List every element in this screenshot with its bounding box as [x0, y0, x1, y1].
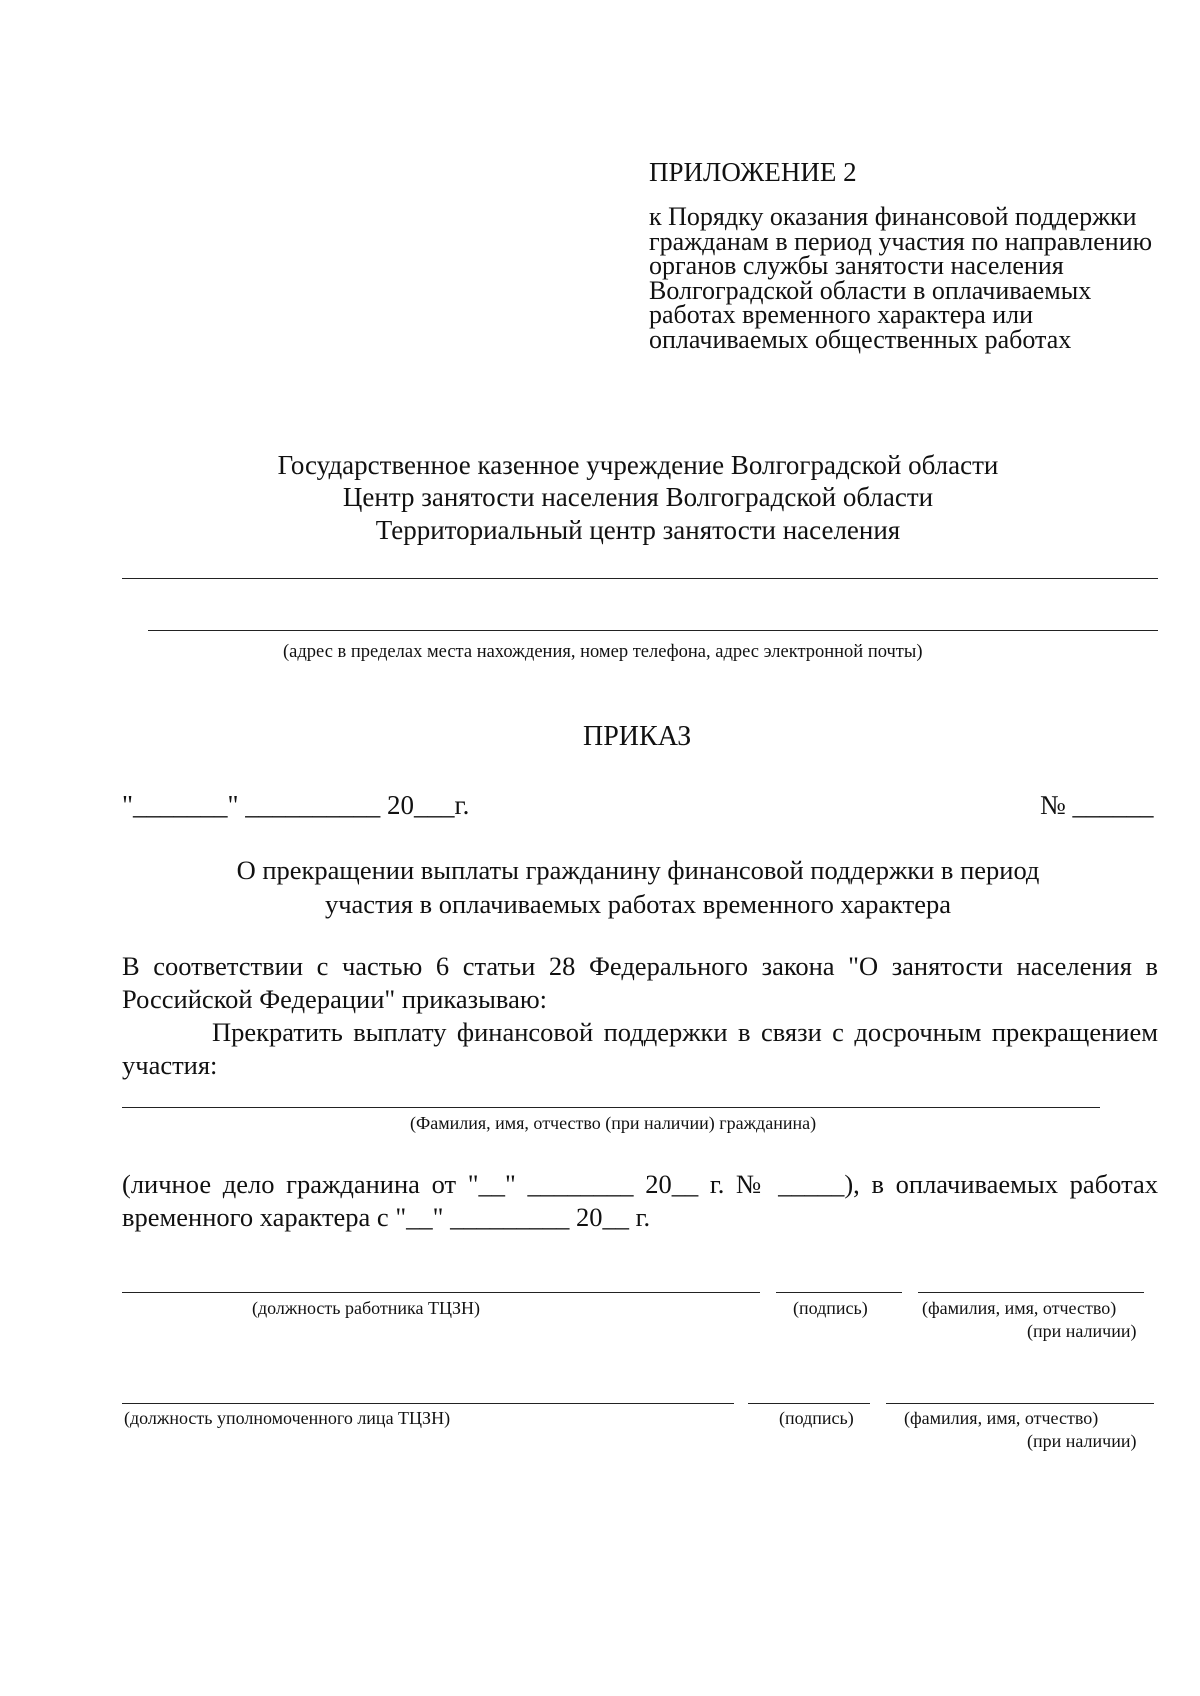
appendix-text: к Порядку оказания финансовой поддержки гражданам в период участия по направлению органов службы занятости населения Волгоградской области в оплачиваемых работах временного характера или оплачиваемых общественных работах	[649, 202, 1153, 354]
address-caption: (адрес в пределах места нахождения, номер телефона, адрес электронной почты)	[283, 642, 923, 662]
employee-position-line	[122, 1292, 760, 1293]
order-subject-line-1: О прекращении выплаты гражданину финансовой поддержки в период	[236, 855, 1040, 885]
organization-name-blank-line	[122, 578, 1158, 579]
authorized-name-caption-note: (при наличии)	[1027, 1431, 1137, 1451]
address-blank-line	[148, 630, 1158, 631]
citizen-name-caption: (Фамилия, имя, отчество (при наличии) гражданина)	[410, 1113, 817, 1133]
organization-line-3: Территориальный центр занятости населения	[375, 515, 901, 545]
employee-name-caption-note: (при наличии)	[1027, 1321, 1137, 1341]
termination-paragraph: Прекратить выплату финансовой поддержки в связи с досрочным прекращением участия:	[122, 1017, 1158, 1080]
organization-line-1: Государственное казенное учреждение Волгоградской области	[277, 450, 999, 480]
legal-basis-paragraph: В соответствии с частью 6 статьи 28 Федерального закона "О занятости населения в Российской Федерации" приказываю:	[122, 951, 1158, 1014]
employee-signature-caption: (подпись)	[793, 1298, 868, 1318]
authorized-position-caption: (должность уполномоченного лица ТЦЗН)	[124, 1408, 451, 1428]
organization-line-2: Центр занятости населения Волгоградской области	[342, 482, 934, 512]
authorized-position-line	[122, 1403, 734, 1404]
authorized-signature-line	[748, 1403, 870, 1404]
order-number-field: № ______	[1040, 790, 1154, 820]
employee-signature-line	[776, 1292, 902, 1293]
order-date-field: "_______" __________ 20___г.	[122, 790, 470, 820]
personal-file-paragraph: (личное дело гражданина от "__" ________ 20__ г. № _____), в оплачиваемых работах временного характера с "__" _________ 20__ г.	[122, 1169, 1158, 1232]
employee-name-caption: (фамилия, имя, отчество)	[922, 1298, 1117, 1318]
order-subject-line-2: участия в оплачиваемых работах временного характера	[324, 889, 952, 919]
order-title: ПРИКАЗ	[583, 721, 692, 752]
authorized-name-line	[886, 1403, 1154, 1404]
appendix-title: ПРИЛОЖЕНИЕ 2	[649, 157, 857, 187]
employee-name-line	[918, 1292, 1144, 1293]
authorized-signature-caption: (подпись)	[779, 1408, 854, 1428]
citizen-name-blank-line	[122, 1107, 1100, 1108]
employee-position-caption: (должность работника ТЦЗН)	[252, 1298, 480, 1318]
authorized-name-caption: (фамилия, имя, отчество)	[904, 1408, 1099, 1428]
